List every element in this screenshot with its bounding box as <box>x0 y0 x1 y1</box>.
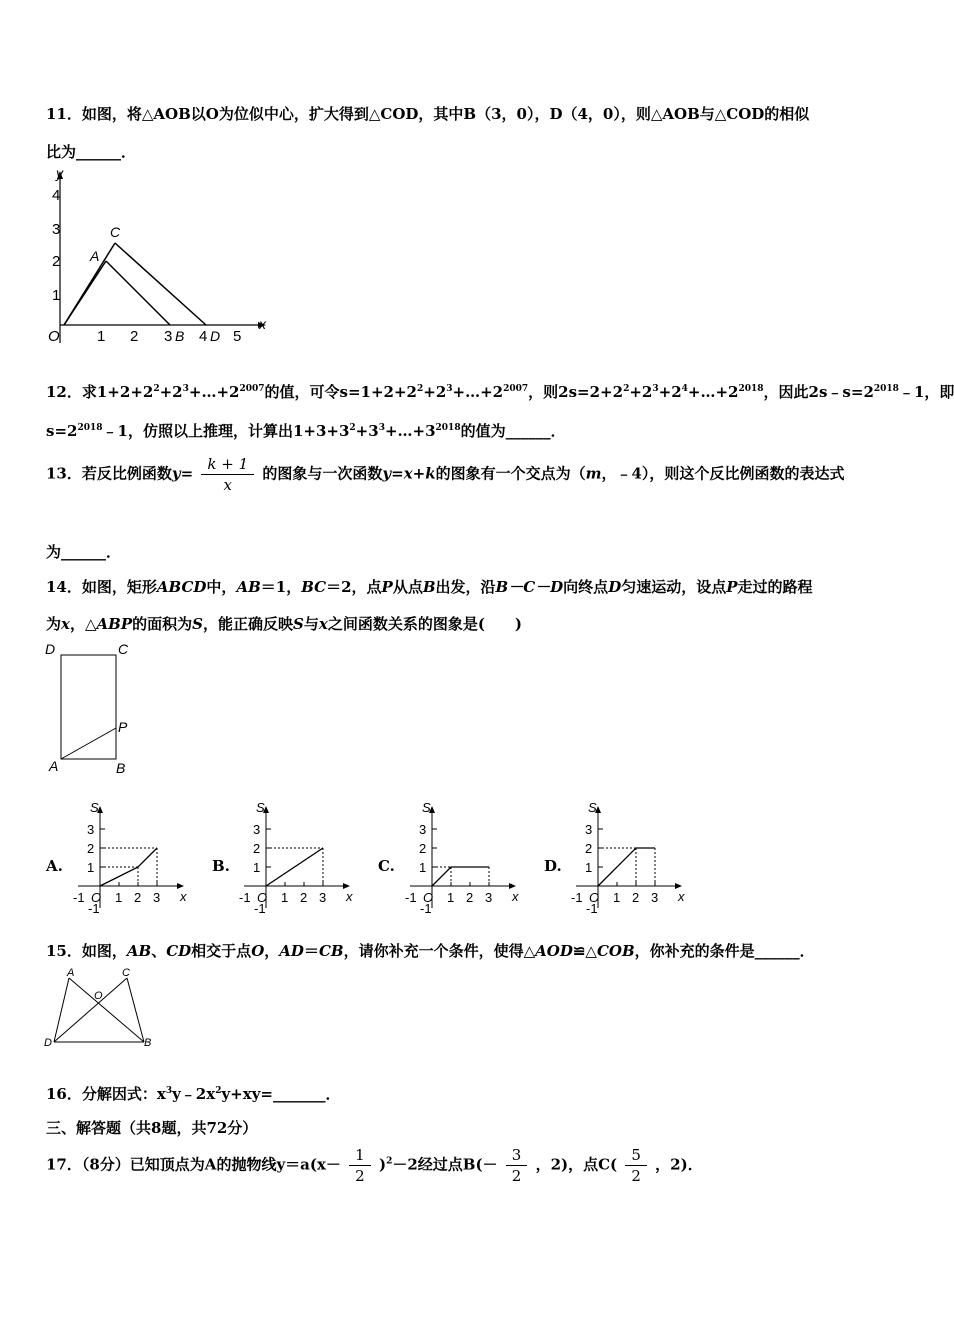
q17-fraction-1: $\frac{1}{2}$ <box>349 1145 371 1186</box>
origin-label: O <box>257 890 268 905</box>
axis-x-label: x <box>346 889 353 904</box>
x-tick-label: 1 <box>613 890 621 905</box>
q14-label-d: D <box>45 641 56 657</box>
y-neg-label: -1 <box>420 901 432 916</box>
q15-label-b: B <box>144 1037 152 1049</box>
origin-label: O <box>589 890 600 905</box>
q11-axis-y: y <box>56 165 63 181</box>
axis-x-label: x <box>678 889 685 904</box>
x-tick-label: 3 <box>319 890 327 905</box>
y-tick-label: 3 <box>253 822 261 837</box>
q11-label-d: D <box>210 328 221 344</box>
x-tick-label: 3 <box>485 890 493 905</box>
axis-x-label: x <box>180 889 187 904</box>
q11-ytick: 2 <box>52 253 61 270</box>
q11-ytick: 1 <box>52 287 61 304</box>
y-tick-label: 2 <box>253 841 261 856</box>
axis-s-label: S <box>90 800 99 815</box>
x-tick-label: 1 <box>447 890 455 905</box>
q13-fraction: $\frac{k + 1}{x}$ <box>201 454 254 495</box>
q15-label-a: A <box>67 967 75 979</box>
x-tick-label: 1 <box>281 890 289 905</box>
q13-line1: 13．若反比例函数y= $\frac{k + 1}{x}$ 的图象与一次函数y=x+k的图象有一个交点为（m，﹣4），则这个反比例函数的表达式 <box>46 455 845 494</box>
option-c-label[interactable]: C. <box>378 857 395 875</box>
x-tick-label: 2 <box>134 890 142 905</box>
axis-x-label: x <box>512 889 519 904</box>
q14-line2: 为x，△ABP的面积为S，能正确反映S与x之间函数关系的图象是( ) <box>46 615 523 633</box>
option-d-label[interactable]: D. <box>544 857 562 875</box>
q17-line: 17．（8分）已知顶点为A的抛物线y＝a(x－ $\frac{1}{2}$ )$^2$－2经过点B(－ $\frac{3}{2}$ ，2)，点C( $\frac{5}{2}$ ，2)． <box>46 1146 703 1185</box>
q11-xtick: 3 <box>164 328 173 345</box>
q15-label-c: C <box>122 967 130 979</box>
q11-label-a: A <box>90 248 100 264</box>
q11-label-c: C <box>110 224 121 240</box>
q11-origin: O <box>48 328 60 345</box>
x-neg-label: -1 <box>239 890 251 905</box>
option-d-graph[interactable] <box>568 798 683 918</box>
q14-label-b: B <box>116 760 126 776</box>
y-neg-label: -1 <box>586 901 598 916</box>
y-tick-label: 1 <box>419 860 427 875</box>
y-tick-label: 2 <box>87 841 95 856</box>
q14-label-a: A <box>49 758 59 774</box>
y-tick-label: 2 <box>419 841 427 856</box>
function-line <box>266 848 323 886</box>
q13-line2: 为______． <box>46 543 122 561</box>
q11-xtick: 2 <box>130 328 139 345</box>
x-neg-label: -1 <box>405 890 417 905</box>
q12-line1: 12．求$1+2+2^2+2^3+\dots+2^{2007}$的值，可令$s=1+2+2^2+2^3+\dots+2^{2007}$，则$2s=2+2^2+2^3+2^4+\dots+2^{2018}$，因此$2s﹣s=2^{2018}﹣1$，即 <box>46 383 954 401</box>
y-tick-label: 3 <box>87 822 95 837</box>
q11-label-b: B <box>175 328 185 344</box>
y-tick-label: 2 <box>585 841 593 856</box>
q11-xtick: 5 <box>233 328 242 345</box>
q11-xtick: 4 <box>199 328 208 345</box>
q17-fraction-2: $\frac{3}{2}$ <box>506 1145 528 1186</box>
x-tick-label: 3 <box>153 890 161 905</box>
function-line <box>598 848 655 886</box>
section-3-heading: 三、解答题（共8题，共72分） <box>46 1119 258 1137</box>
origin-label: O <box>91 890 102 905</box>
q15-figure <box>40 964 160 1054</box>
axis-s-label: S <box>256 800 265 815</box>
x-tick-label: 1 <box>115 890 123 905</box>
origin-label: O <box>423 890 434 905</box>
x-neg-label: -1 <box>73 890 85 905</box>
option-b-label[interactable]: B. <box>212 857 230 875</box>
axis-s-label: S <box>422 800 431 815</box>
q14-rectangle-figure <box>40 638 145 783</box>
x-tick-label: 2 <box>466 890 474 905</box>
x-tick-label: 3 <box>651 890 659 905</box>
q15-line1: 15．如图，AB、CD相交于点O，AD＝CB，请你补充一个条件，使得△AOD≌△COB，你补充的条件是______． <box>46 942 815 960</box>
q11-ytick: 4 <box>52 187 61 204</box>
q14-line1: 14．如图，矩形ABCD中，AB＝1，BC＝2，点P从点B出发，沿B－C－D向终点D匀速运动，设点P走过的路程 <box>46 578 813 596</box>
q11-axis-x: x <box>259 316 266 332</box>
q11-line1: 11．如图，将△AOB以O为位似中心，扩大得到△COD，其中B（3，0），D（4，0），则△AOB与△COD的相似 <box>46 105 810 123</box>
function-line <box>432 867 489 886</box>
q11-xtick: 1 <box>97 328 106 345</box>
y-neg-label: -1 <box>254 901 266 916</box>
axis-s-label: S <box>588 800 597 815</box>
x-neg-label: -1 <box>571 890 583 905</box>
option-a-label[interactable]: A. <box>46 857 63 875</box>
y-tick-label: 1 <box>585 860 593 875</box>
q15-label-o: O <box>94 990 103 1002</box>
q16-line: 16．分解因式：$x^3y﹣2x^2y+xy=\_\_\_\_\_\_\_$． <box>46 1085 341 1103</box>
option-b-graph[interactable] <box>236 798 351 918</box>
q17-fraction-3: $\frac{5}{2}$ <box>625 1145 647 1186</box>
option-a-graph[interactable] <box>70 798 185 918</box>
q12-line2: $s=2^{2018}﹣1$，仿照以上推理，计算出$1+3+3^2+3^3+\dots+3^{2018}$的值为______． <box>46 422 566 440</box>
x-tick-label: 2 <box>300 890 308 905</box>
y-tick-label: 1 <box>87 860 95 875</box>
option-c-graph[interactable] <box>402 798 517 918</box>
q14-label-c: C <box>118 641 129 657</box>
q15-label-d: D <box>44 1037 52 1049</box>
y-tick-label: 3 <box>585 822 593 837</box>
q14-label-p: P <box>118 719 128 735</box>
x-tick-label: 2 <box>632 890 640 905</box>
y-neg-label: -1 <box>88 901 100 916</box>
y-tick-label: 3 <box>419 822 427 837</box>
q11-figure <box>40 165 275 350</box>
q11-line2: 比为______． <box>46 143 137 161</box>
q11-ytick: 3 <box>52 221 61 238</box>
y-tick-label: 1 <box>253 860 261 875</box>
